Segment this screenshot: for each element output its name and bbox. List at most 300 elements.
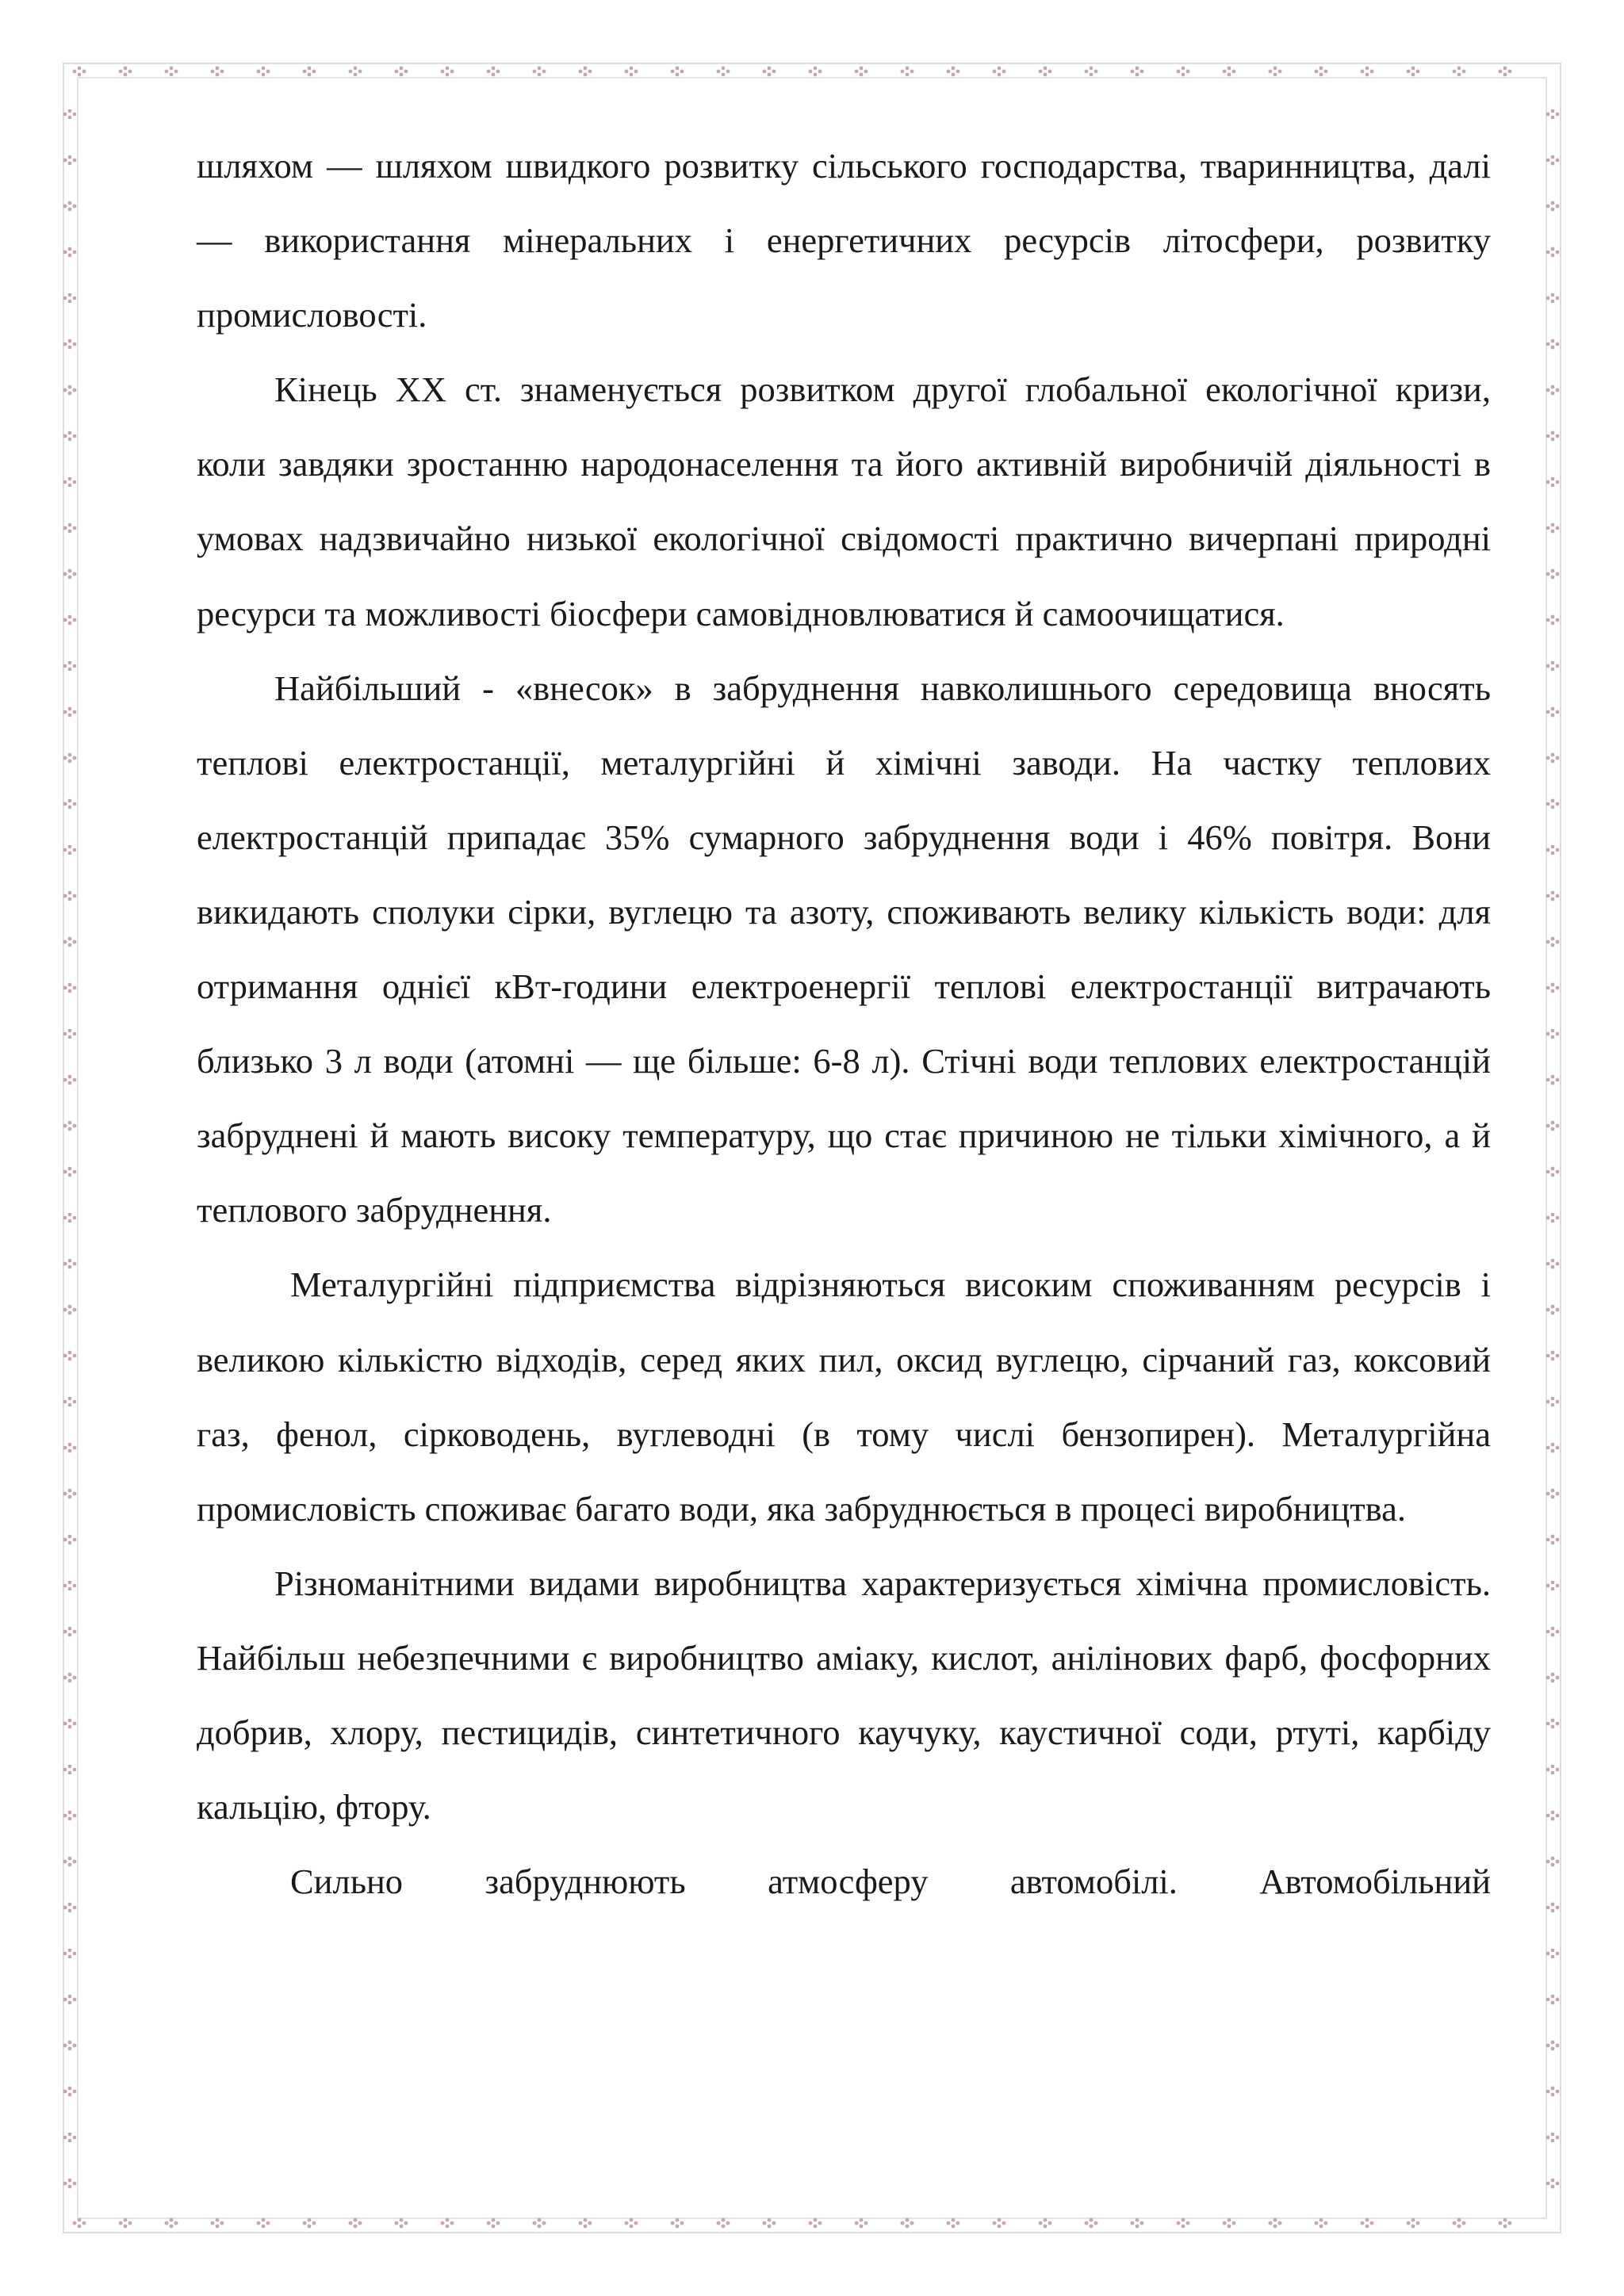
border-dot xyxy=(174,70,178,74)
border-dot xyxy=(68,2001,72,2005)
border-dot xyxy=(630,73,634,77)
border-dot xyxy=(625,2221,629,2225)
border-dot xyxy=(906,2225,910,2229)
border-dot xyxy=(262,67,266,71)
border-dot xyxy=(446,2218,450,2222)
border-dot xyxy=(722,67,726,71)
border-dot xyxy=(671,2221,675,2225)
border-dot xyxy=(1556,1262,1560,1266)
border-dot xyxy=(1546,986,1550,990)
border-dot xyxy=(68,1949,72,1953)
border-dot xyxy=(68,1259,72,1263)
border-dot xyxy=(855,2221,859,2225)
border-dot xyxy=(73,1032,77,1036)
border-dot xyxy=(68,937,72,941)
border-dot xyxy=(671,70,675,74)
border-dot xyxy=(1228,2218,1231,2222)
border-dot xyxy=(1499,2221,1503,2225)
border-dot xyxy=(1499,70,1503,74)
border-dot xyxy=(68,109,72,113)
border-dot xyxy=(68,1397,72,1401)
border-dot xyxy=(303,2221,307,2225)
border-dot xyxy=(1556,297,1560,300)
border-dot xyxy=(257,2221,261,2225)
border-dot xyxy=(1556,1768,1560,1772)
border-dot xyxy=(584,2218,588,2222)
border-dot xyxy=(63,710,67,714)
border-dot xyxy=(1551,1673,1555,1677)
border-dot xyxy=(772,2221,776,2225)
border-dot xyxy=(1411,67,1415,71)
border-dot xyxy=(174,2221,178,2225)
border-dot xyxy=(1551,1903,1555,1907)
border-dot xyxy=(1556,1906,1560,1910)
border-dot xyxy=(73,2090,77,2094)
border-dot xyxy=(354,2218,358,2222)
border-dot xyxy=(1556,1860,1560,1864)
border-dot xyxy=(1551,707,1555,711)
border-dot xyxy=(63,159,67,163)
border-dot xyxy=(1546,572,1550,576)
border-dot xyxy=(78,2218,82,2222)
border-dot xyxy=(1556,342,1560,346)
border-dot xyxy=(63,664,67,668)
border-dot xyxy=(63,2044,67,2048)
border-dot xyxy=(1361,70,1365,74)
border-dot xyxy=(1551,983,1555,987)
border-dot xyxy=(211,70,215,74)
border-dot xyxy=(1315,2221,1319,2225)
border-dot xyxy=(400,2225,404,2229)
border-dot xyxy=(119,70,123,74)
border-dot xyxy=(1407,70,1411,74)
border-dot xyxy=(1551,1949,1555,1953)
border-dot xyxy=(1546,1446,1550,1450)
border-dot xyxy=(446,67,450,71)
border-dot xyxy=(1556,1952,1560,1956)
border-dot xyxy=(1551,1811,1555,1815)
border-dot xyxy=(1551,1535,1555,1539)
border-dot xyxy=(1044,67,1048,71)
border-dot xyxy=(625,70,629,74)
border-dot xyxy=(73,159,77,163)
border-dot xyxy=(1546,1768,1550,1772)
border-dot xyxy=(1556,710,1560,714)
border-dot xyxy=(1546,1262,1550,1266)
border-dot xyxy=(73,1354,77,1358)
border-dot xyxy=(63,1492,67,1496)
border-dot xyxy=(170,2218,174,2222)
border-dot xyxy=(63,342,67,346)
border-dot xyxy=(1546,664,1550,668)
border-dot xyxy=(768,73,772,77)
border-dot xyxy=(68,477,72,481)
border-dot xyxy=(492,2225,496,2229)
border-dot xyxy=(1546,1814,1550,1818)
border-dot xyxy=(63,434,67,438)
border-dot xyxy=(68,1857,72,1861)
border-dot xyxy=(216,2218,220,2222)
border-dot xyxy=(1182,2218,1185,2222)
border-dot xyxy=(1551,1587,1555,1591)
border-dot xyxy=(1551,2139,1555,2143)
border-dot xyxy=(1551,1259,1555,1263)
border-dot xyxy=(68,385,72,389)
border-dot xyxy=(73,1216,77,1220)
border-dot xyxy=(1551,760,1555,763)
border-dot xyxy=(68,714,72,718)
border-dot xyxy=(78,67,82,71)
border-dot xyxy=(1556,113,1560,117)
border-dot xyxy=(1551,1075,1555,1079)
border-dot xyxy=(1453,2221,1457,2225)
border-dot xyxy=(1551,1403,1555,1407)
border-dot xyxy=(68,300,72,304)
border-dot xyxy=(1551,937,1555,941)
border-dot xyxy=(1551,661,1555,665)
border-dot xyxy=(68,1535,72,1539)
border-dot xyxy=(1551,1633,1555,1637)
border-dot xyxy=(1556,572,1560,576)
border-dot xyxy=(1556,2044,1560,2048)
border-dot xyxy=(63,940,67,944)
border-dot xyxy=(73,1538,77,1542)
border-dot xyxy=(73,1814,77,1818)
border-dot xyxy=(1457,67,1461,71)
paragraph-2: Кінець XX ст. знаменується розвитком другої глобальної екологічної кризи, коли завдяки зростанню народонаселення та його активній виробничій діяльності в умовах надзвичайно низької екологічної свідомості практично вичерпані природні ресурси та можливості біосфери самовідновлюватися й самоочищатися. xyxy=(197,369,1491,633)
border-dot xyxy=(952,67,956,71)
border-dot xyxy=(1551,2087,1555,2091)
border-dot xyxy=(1546,526,1550,530)
border-dot xyxy=(1551,523,1555,527)
border-dot xyxy=(1551,208,1555,212)
border-dot xyxy=(1551,806,1555,809)
border-dot xyxy=(1551,615,1555,619)
border-dot xyxy=(400,2218,404,2222)
border-dot xyxy=(1269,70,1273,74)
border-dot xyxy=(220,2221,224,2225)
border-dot xyxy=(634,2221,638,2225)
border-dot xyxy=(68,1173,72,1177)
border-dot xyxy=(1508,2221,1512,2225)
border-dot xyxy=(1551,943,1555,947)
border-dot xyxy=(266,70,270,74)
border-dot xyxy=(68,1081,72,1085)
border-dot xyxy=(1278,2221,1282,2225)
border-dot xyxy=(1551,1995,1555,1999)
paragraph-5: Різноманітними видами виробництва характеризується хімічна промисловість. Найбільш небезпечними є виробництво аміаку, кислот, анілінових фарб, фосфорних добрив, хлору, пестицидів, синтетичного каучуку, каустичної соди, ртуті, карбіду кальцію, фтору. xyxy=(197,1563,1491,1827)
border-dot xyxy=(1002,70,1006,74)
border-dot xyxy=(63,388,67,392)
border-dot xyxy=(73,1078,77,1082)
border-dot xyxy=(726,70,730,74)
border-dot xyxy=(952,2225,956,2229)
border-dot xyxy=(1551,339,1555,343)
border-dot xyxy=(1546,848,1550,852)
border-dot xyxy=(68,1955,72,1959)
border-dot xyxy=(63,1262,67,1266)
border-dot xyxy=(68,392,72,396)
border-dot xyxy=(634,70,638,74)
border-dot xyxy=(68,1587,72,1591)
border-dot xyxy=(1546,1676,1550,1680)
border-dot xyxy=(496,70,500,74)
border-dot xyxy=(947,2221,951,2225)
border-dot xyxy=(1546,802,1550,806)
border-dot xyxy=(542,2221,546,2225)
border-dot xyxy=(1551,201,1555,205)
border-dot xyxy=(1090,67,1094,71)
border-dot xyxy=(68,2185,72,2189)
border-dot xyxy=(303,70,307,74)
border-dot xyxy=(1556,1676,1560,1680)
border-dot xyxy=(579,2221,583,2225)
border-dot xyxy=(584,73,588,77)
border-dot xyxy=(1551,1351,1555,1355)
border-dot xyxy=(257,70,261,74)
border-dot xyxy=(73,1952,77,1956)
border-dot xyxy=(68,1351,72,1355)
border-dot xyxy=(1551,1397,1555,1401)
border-dot xyxy=(170,73,174,77)
border-dot xyxy=(68,1075,72,1079)
border-dot xyxy=(63,205,67,209)
border-dot xyxy=(1551,2001,1555,2005)
border-dot xyxy=(630,2218,634,2222)
border-dot xyxy=(1546,1860,1550,1864)
border-dot xyxy=(1044,2218,1048,2222)
border-dot xyxy=(1136,2218,1139,2222)
border-dot xyxy=(68,208,72,212)
border-dot xyxy=(1361,2221,1365,2225)
border-dot xyxy=(63,1906,67,1910)
border-dot xyxy=(354,67,358,71)
border-dot xyxy=(73,1400,77,1404)
border-dot xyxy=(1136,2225,1139,2229)
border-dot xyxy=(73,526,77,530)
border-dot xyxy=(73,2221,77,2225)
border-dot xyxy=(772,70,776,74)
border-dot xyxy=(1546,1032,1550,1036)
border-dot xyxy=(1551,346,1555,350)
border-dot xyxy=(1551,1857,1555,1861)
border-dot xyxy=(717,70,721,74)
border-dot xyxy=(1551,162,1555,166)
border-dot xyxy=(354,2225,358,2229)
border-dot xyxy=(1416,70,1420,74)
border-dot xyxy=(1551,569,1555,573)
border-dot xyxy=(63,1814,67,1818)
border-dot xyxy=(63,1584,67,1588)
border-dot xyxy=(68,1903,72,1907)
border-dot xyxy=(1223,2221,1227,2225)
border-dot xyxy=(216,73,220,77)
border-dot xyxy=(68,1029,72,1033)
border-dot xyxy=(901,70,905,74)
border-dot xyxy=(1546,1722,1550,1726)
border-dot xyxy=(1365,73,1369,77)
border-dot xyxy=(73,1630,77,1634)
border-dot xyxy=(68,851,72,855)
border-dot xyxy=(68,1725,72,1729)
border-dot xyxy=(1551,1173,1555,1177)
border-dot xyxy=(1556,251,1560,254)
border-dot xyxy=(952,73,956,77)
border-dot xyxy=(68,943,72,947)
border-dot xyxy=(1503,73,1507,77)
border-dot xyxy=(73,802,77,806)
border-dot xyxy=(1453,70,1457,74)
border-dot xyxy=(1551,845,1555,849)
border-dot xyxy=(73,2044,77,2048)
border-dot xyxy=(63,986,67,990)
border-dot xyxy=(1177,70,1181,74)
border-dot xyxy=(68,1443,72,1447)
border-dot xyxy=(1090,2225,1094,2229)
paragraph-4: Металургійні підприємства відрізняються високим споживанням ресурсів і великою кількістю відходів, серед яких пил, оксид вуглецю, сірчаний газ, коксовий газ, фенол, сірководень, вуглеводні (в тому числі бензопирен). Металургійна промисловість споживає багато води, яка забруднюється в процесі виробництва. xyxy=(197,1265,1491,1529)
body-text xyxy=(197,128,1491,1919)
border-dot xyxy=(1546,1170,1550,1174)
border-dot xyxy=(487,70,491,74)
border-dot xyxy=(1551,2179,1555,2183)
border-dot xyxy=(68,1213,72,1217)
border-dot xyxy=(68,530,72,534)
border-dot xyxy=(73,710,77,714)
border-dot xyxy=(68,576,72,580)
border-dot xyxy=(956,70,960,74)
border-dot xyxy=(312,2221,316,2225)
border-dot xyxy=(722,2218,726,2222)
border-dot xyxy=(1551,300,1555,304)
border-dot xyxy=(441,2221,445,2225)
border-dot xyxy=(1556,1446,1560,1450)
border-dot xyxy=(901,2221,905,2225)
border-dot xyxy=(1136,67,1139,71)
border-dot xyxy=(1556,1354,1560,1358)
border-dot xyxy=(68,2041,72,2045)
border-dot xyxy=(860,73,864,77)
border-dot xyxy=(1551,1541,1555,1545)
border-dot xyxy=(63,1124,67,1128)
border-dot xyxy=(1503,2218,1507,2222)
border-dot xyxy=(1232,70,1236,74)
border-dot xyxy=(68,523,72,527)
border-dot xyxy=(1140,2221,1144,2225)
border-dot xyxy=(1556,1538,1560,1542)
border-dot xyxy=(68,1403,72,1407)
border-dot xyxy=(1546,434,1550,438)
border-dot xyxy=(1039,2221,1043,2225)
border-dot xyxy=(68,2139,72,2143)
border-dot xyxy=(68,1495,72,1499)
border-dot xyxy=(1551,714,1555,718)
border-dot xyxy=(1177,2221,1181,2225)
border-dot xyxy=(63,1768,67,1772)
border-dot xyxy=(68,983,72,987)
border-dot xyxy=(63,848,67,852)
border-dot xyxy=(814,2218,818,2222)
border-dot xyxy=(533,2221,537,2225)
border-dot xyxy=(68,1719,72,1723)
border-dot xyxy=(1274,2218,1277,2222)
border-dot xyxy=(1136,73,1139,77)
border-dot xyxy=(63,2182,67,2186)
border-dot xyxy=(73,1170,77,1174)
border-dot xyxy=(73,664,77,668)
border-dot xyxy=(1556,1216,1560,1220)
border-dot xyxy=(952,2218,956,2222)
border-dot xyxy=(814,67,818,71)
border-dot xyxy=(78,73,82,77)
border-dot xyxy=(68,989,72,993)
border-dot xyxy=(1556,1170,1560,1174)
border-dot xyxy=(1274,2225,1277,2229)
border-dot xyxy=(1556,1584,1560,1588)
border-dot xyxy=(676,2218,680,2222)
border-dot xyxy=(63,1354,67,1358)
border-dot xyxy=(63,1860,67,1864)
border-dot xyxy=(1551,431,1555,435)
border-dot xyxy=(1090,73,1094,77)
border-dot xyxy=(68,438,72,442)
border-dot xyxy=(68,1771,72,1775)
border-dot xyxy=(1546,1216,1550,1220)
border-dot xyxy=(1556,1998,1560,2002)
border-dot xyxy=(864,70,868,74)
border-dot xyxy=(1551,753,1555,757)
border-dot xyxy=(68,346,72,350)
border-dot xyxy=(630,67,634,71)
border-dot xyxy=(538,2218,542,2222)
border-dot xyxy=(1556,756,1560,760)
border-dot xyxy=(993,70,997,74)
border-dot xyxy=(63,2136,67,2140)
border-dot xyxy=(1462,70,1466,74)
border-dot xyxy=(1546,1952,1550,1956)
border-dot xyxy=(1140,70,1144,74)
border-dot xyxy=(73,1584,77,1588)
border-dot xyxy=(1556,388,1560,392)
border-dot xyxy=(1546,297,1550,300)
border-dot xyxy=(1407,2221,1411,2225)
border-dot xyxy=(170,2225,174,2229)
border-dot xyxy=(1551,1305,1555,1309)
border-dot xyxy=(68,155,72,159)
border-dot xyxy=(220,70,224,74)
border-dot xyxy=(68,1357,72,1361)
border-dot xyxy=(354,73,358,77)
border-dot xyxy=(998,2218,1002,2222)
border-dot xyxy=(906,67,910,71)
border-dot xyxy=(170,67,174,71)
border-dot xyxy=(73,1676,77,1680)
border-dot xyxy=(73,342,77,346)
border-dot xyxy=(395,2221,399,2225)
border-dot xyxy=(73,205,77,209)
border-dot xyxy=(1324,2221,1328,2225)
border-dot xyxy=(63,1722,67,1726)
border-dot xyxy=(763,2221,767,2225)
border-dot xyxy=(441,70,445,74)
border-dot xyxy=(1546,342,1550,346)
border-dot xyxy=(818,70,822,74)
border-dot xyxy=(1370,2221,1374,2225)
border-dot xyxy=(1551,799,1555,803)
border-dot xyxy=(68,615,72,619)
border-dot xyxy=(1556,2090,1560,2094)
border-dot xyxy=(68,799,72,803)
border-dot xyxy=(63,1078,67,1082)
